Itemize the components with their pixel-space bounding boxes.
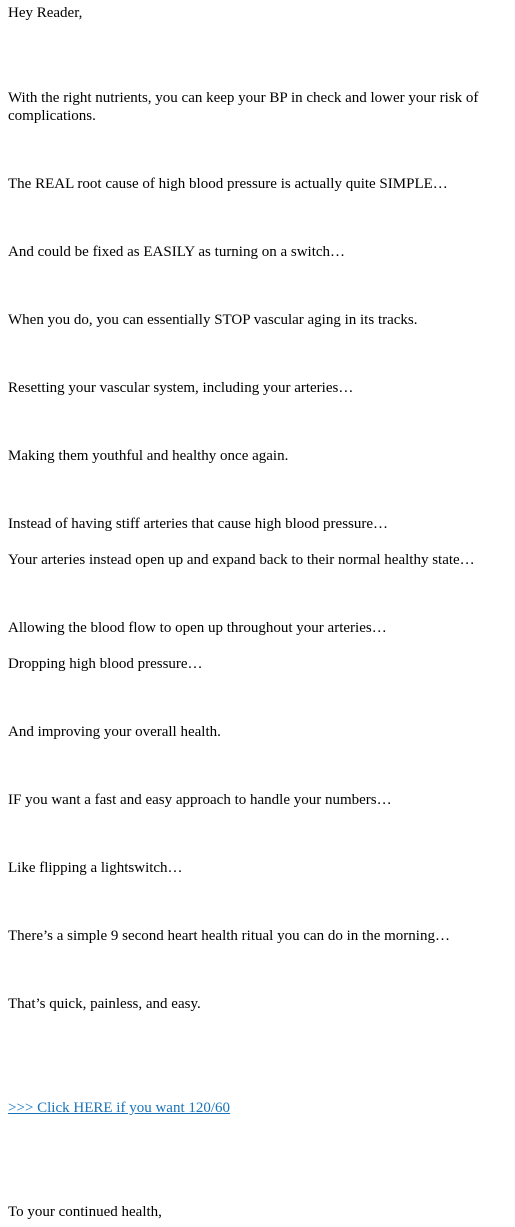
signoff: To your continued health, — [8, 1204, 162, 1220]
paragraph-fixed-easily: And could be fixed as EASILY as turning on a switch… — [8, 244, 346, 260]
paragraph-lightswitch: Like flipping a lightswitch… — [8, 860, 183, 876]
paragraph-ritual: There’s a simple 9 second heart health ritual you can do in the morning… — [8, 928, 450, 944]
paragraph-dropping-bp: Dropping high blood pressure… — [8, 656, 203, 672]
paragraph-arteries-expand: Your arteries instead open up and expand back to their normal healthy state… — [8, 552, 475, 568]
cta-link[interactable]: >>> Click HERE if you want 120/60 — [8, 1100, 231, 1116]
paragraph-quick-painless: That’s quick, painless, and easy. — [8, 996, 201, 1012]
paragraph-stop-aging: When you do, you can essentially STOP vascular aging in its tracks. — [8, 312, 418, 328]
paragraph-blood-flow: Allowing the blood flow to open up throughout your arteries… — [8, 620, 387, 636]
paragraph-nutrients: With the right nutrients, you can keep your BP in check and lower your risk of complications. — [8, 90, 479, 124]
paragraph-root-cause: The REAL root cause of high blood pressure is actually quite SIMPLE… — [8, 176, 448, 192]
paragraph-stiff-arteries: Instead of having stiff arteries that cause high blood pressure… — [8, 516, 389, 532]
paragraph-youthful: Making them youthful and healthy once again. — [8, 448, 289, 464]
greeting: Hey Reader, — [8, 5, 83, 21]
paragraph-overall-health: And improving your overall health. — [8, 724, 221, 740]
paragraph-fast-approach: IF you want a fast and easy approach to handle your numbers… — [8, 792, 392, 808]
paragraph-resetting: Resetting your vascular system, including your arteries… — [8, 380, 354, 396]
